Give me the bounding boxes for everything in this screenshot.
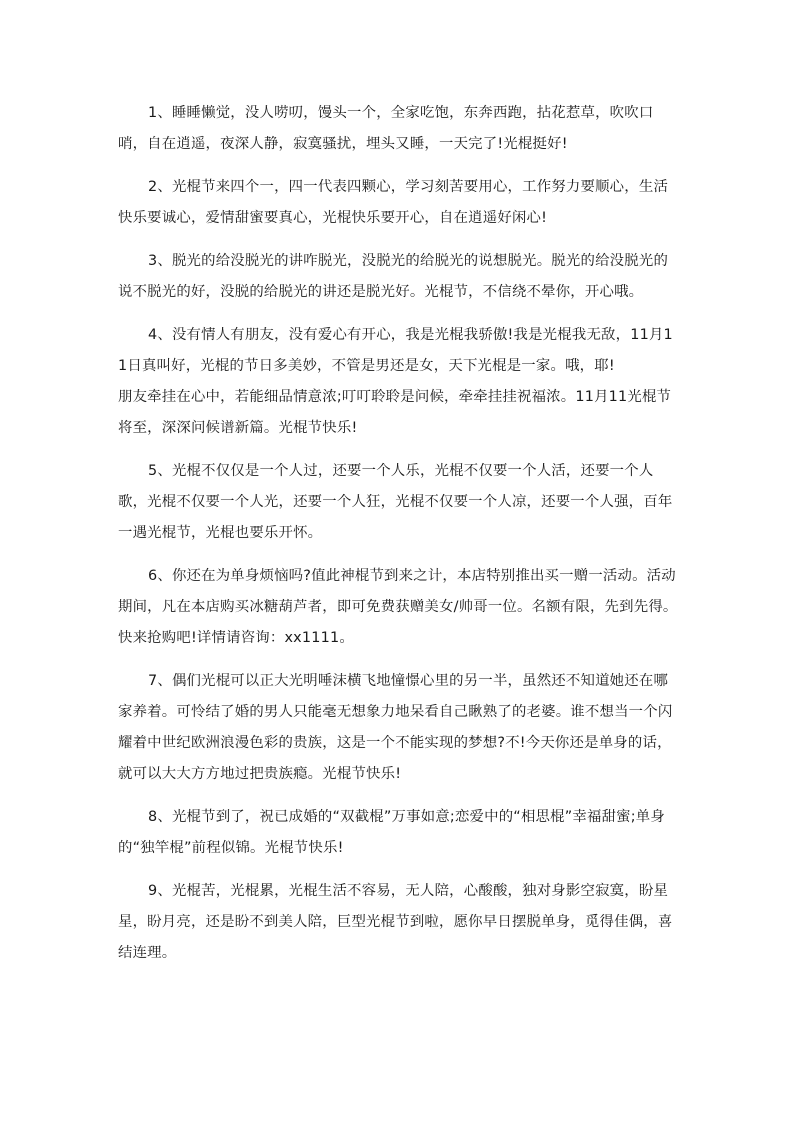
paragraph-8: 8、光棍节到了，祝已成婚的“双截棍”万事如意;恋爱中的“相思棍”幸福甜蜜;单身的“独竿棍”前程似锦。光棍节快乐! (118, 809, 665, 856)
paragraph-9: 9、光棍苦，光棍累，光棍生活不容易，无人陪，心酸酸，独对身影空寂寞，盼星星，盼月亮，还是盼不到美人陪，巨型光棍节到啦，愿你早日摆脱单身，觅得佳偶，喜结连理。 (118, 883, 673, 961)
paragraph-7: 7、偶们光棍可以正大光明唾沫横飞地憧憬心里的另一半，虽然还不知道她还在哪家养着。可怜结了婚的男人只能毫无想象力地呆看自己瞅熟了的老婆。谁不想当一个闪耀着中世纪欧洲浪漫色彩的贵族，这是一个不能实现的梦想?不!今天你还是单身的话，就可以大大方方地过把贵族瘾。光棍节快乐! (118, 673, 673, 782)
paragraph-2: 2、光棍节来四个一，四一代表四颗心，学习刻苦要用心，工作努力要顺心，生活快乐要诚心，爱情甜蜜要真心，光棍快乐要开心，自在逍遥好闲心! (118, 179, 669, 226)
paragraph-friend-greeting: 朋友牵挂在心中，若能细品情意浓;叮叮聆聆是问候，牵牵挂挂祝福浓。11月11光棍节将至，深深问候谱新篇。光棍节快乐! (118, 389, 672, 436)
paragraph-4: 4、没有情人有朋友，没有爱心有开心，我是光棍我骄傲!我是光棍我无敌，11月11日真叫好，光棍的节日多美妙，不管是男还是女，天下光棍是一家。哦，耶! (118, 327, 673, 374)
document-body (118, 98, 678, 981)
paragraph-5: 5、光棍不仅仅是一个人过，还要一个人乐，光棍不仅要一个人活，还要一个人歌，光棍不仅要一个人光，还要一个人狂，光棍不仅要一个人凉，还要一个人强，百年一遇光棍节，光棍也要乐开怀。 (118, 463, 673, 541)
paragraph-1: 1、睡睡懒觉，没人唠叨，馒头一个，全家吃饱，东奔西跑，拈花惹草，吹吹口哨，自在逍遥，夜深人静，寂寞骚扰，埋头又睡，一天完了!光棍挺好! (118, 105, 654, 152)
paragraph-3: 3、脱光的给没脱光的讲咋脱光，没脱光的给脱光的说想脱光。脱光的给没脱光的说不脱光的好，没脱的给脱光的讲还是脱光好。光棍节，不信绕不晕你，开心哦。 (118, 253, 669, 300)
paragraph-6: 6、你还在为单身烦恼吗?值此神棍节到来之计，本店特别推出买一赠一活动。活动期间，凡在本店购买冰糖葫芦者，即可免费获赠美女/帅哥一位。名额有限，先到先得。快来抢购吧!详情请咨询：xx1111。 (118, 568, 678, 646)
